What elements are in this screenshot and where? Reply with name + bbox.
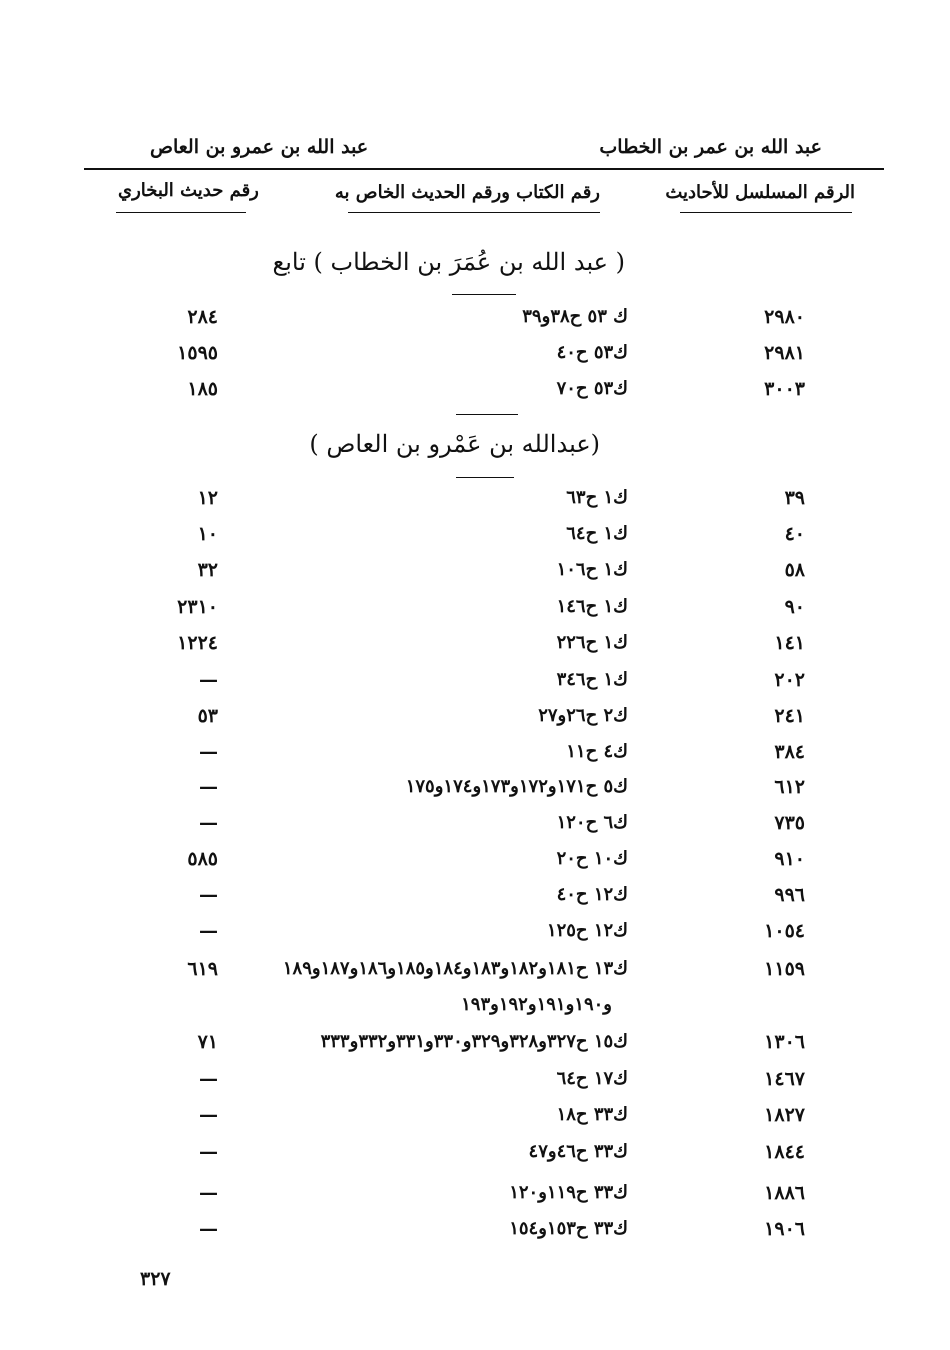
serial-number: ١٤١ (774, 632, 805, 654)
book-hadith-ref: ك٦ ح١٢٠ (556, 812, 628, 833)
book-hadith-ref: ك١ ح٣٤٦ (556, 669, 628, 690)
book-hadith-ref-continued: و١٩٠و١٩١و١٩٢و١٩٣ (461, 994, 612, 1015)
column-header-bukhari: رقم حديث البخاري (118, 180, 259, 201)
serial-number: ١٠٥٤ (764, 920, 805, 942)
bukhari-number: ٦١٩ (187, 958, 218, 980)
book-hadith-ref: ك٣٣ ح١٥٣و١٥٤ (509, 1218, 628, 1239)
serial-number: ٦١٢ (774, 776, 805, 798)
bukhari-number: ٣٢ (197, 559, 218, 581)
running-header-left: عبد الله بن عمرو بن العاص (150, 136, 369, 158)
book-hadith-ref: ك٣٣ ح١١٩و١٢٠ (509, 1182, 628, 1203)
bukhari-number: — (199, 1182, 218, 1204)
bukhari-number: ١٥٩٥ (177, 342, 218, 364)
serial-number: ٩١٠ (774, 848, 805, 870)
book-hadith-ref: ك١ ح٦٣ (566, 487, 628, 508)
bukhari-number: ٢٨٤ (187, 306, 218, 328)
bukhari-number: ٥٣ (197, 705, 218, 727)
book-hadith-ref: ك٢ ح٢٦و٢٧ (538, 705, 628, 726)
bukhari-number: ٢٣١٠ (177, 596, 218, 618)
bukhari-number: ١٢ (197, 487, 218, 509)
bukhari-number: ١٢٢٤ (177, 632, 218, 654)
serial-number: ٤٠ (784, 523, 805, 545)
bukhari-number: ٧١ (197, 1031, 218, 1053)
bukhari-number: — (199, 1068, 218, 1090)
book-hadith-ref: ك٣٣ ح٤٦و٤٧ (528, 1141, 628, 1162)
serial-number: ٣٠٠٣ (764, 378, 805, 400)
serial-number: ٢٩٨٠ (764, 306, 805, 328)
book-hadith-ref: ك٣٣ ح١٨ (556, 1104, 628, 1125)
bukhari-number: — (199, 741, 218, 763)
serial-number: ٧٣٥ (774, 812, 805, 834)
serial-number: ٢٩٨١ (764, 342, 805, 364)
serial-number: ١٣٠٦ (764, 1031, 805, 1053)
serial-number: ١٨٨٦ (764, 1182, 805, 1204)
book-hadith-ref: ك١٢ ح١٢٥ (546, 920, 628, 941)
bukhari-number: — (199, 920, 218, 942)
book-hadith-ref: ك١ ح١٠٦ (556, 559, 628, 580)
book-hadith-ref: ك١٢ ح٤٠ (556, 884, 628, 905)
bukhari-number: — (199, 1141, 218, 1163)
serial-number: ٩٠ (784, 596, 805, 618)
serial-number: ١٤٦٧ (764, 1068, 805, 1090)
serial-number: ٥٨ (784, 559, 805, 581)
book-hadith-ref: ك١ ح١٤٦ (556, 596, 628, 617)
bukhari-number: — (199, 1104, 218, 1126)
book-hadith-ref: ك١ ح٦٤ (566, 523, 628, 544)
page-number: ٣٢٧ (140, 1268, 171, 1290)
serial-number: ١٨٤٤ (764, 1141, 805, 1163)
column-header-serial: الرقم المسلسل للأحاديث (665, 182, 855, 203)
book-hadith-ref: ك١٧ ح٦٤ (556, 1068, 628, 1089)
running-header-right: عبد الله بن عمر بن الخطاب (599, 136, 822, 158)
serial-number: ٢٠٢ (774, 669, 805, 691)
bukhari-number: — (199, 884, 218, 906)
bukhari-number: — (199, 812, 218, 834)
book-hadith-ref: ك١٠ ح٢٠ (556, 848, 628, 869)
book-hadith-ref: ك٤ ح١١ (566, 741, 628, 762)
bukhari-number: — (199, 776, 218, 798)
column-header-book-hadith: رقم الكتاب ورقم الحديث الخاص به (334, 182, 600, 203)
serial-number: ٣٩ (784, 487, 805, 509)
section-title: (عبدالله بن عَمْرو بن العاص ) (309, 430, 600, 458)
serial-number: ١٩٠٦ (764, 1218, 805, 1240)
book-hadith-ref: ك٥٣ ح٤٠ (556, 342, 628, 363)
serial-number: ٢٤١ (774, 705, 805, 727)
book-hadith-ref: ك٥٣ ح٧٠ (556, 378, 628, 399)
book-hadith-ref: ك١٥ ح٣٢٧و٣٢٨و٣٢٩و٣٣٠و٣٣١و٣٣٢و٣٣٣ (320, 1031, 628, 1052)
bukhari-number: ١٠ (197, 523, 218, 545)
book-hadith-ref: ك١٣ ح١٨١و١٨٢و١٨٣و١٨٤و١٨٥و١٨٦و١٨٧و١٨٩ (282, 958, 628, 979)
bukhari-number: — (199, 1218, 218, 1240)
serial-number: ٣٨٤ (774, 741, 805, 763)
book-hadith-ref: ك١ ح٢٢٦ (556, 632, 628, 653)
book-hadith-ref: ك٥ ح١٧١و١٧٢و١٧٣و١٧٤و١٧٥ (405, 776, 628, 797)
bukhari-number: ١٨٥ (187, 378, 218, 400)
serial-number: ٩٩٦ (774, 884, 805, 906)
serial-number: ١٨٢٧ (764, 1104, 805, 1126)
book-hadith-ref: ك ٥٣ ح٣٨و٣٩ (522, 306, 628, 327)
bukhari-number: ٥٨٥ (187, 848, 218, 870)
bukhari-number: — (199, 669, 218, 691)
serial-number: ١١٥٩ (764, 958, 805, 980)
section-title: ( عبد الله بن عُمَرَ بن الخطاب ) تابع (272, 248, 625, 276)
